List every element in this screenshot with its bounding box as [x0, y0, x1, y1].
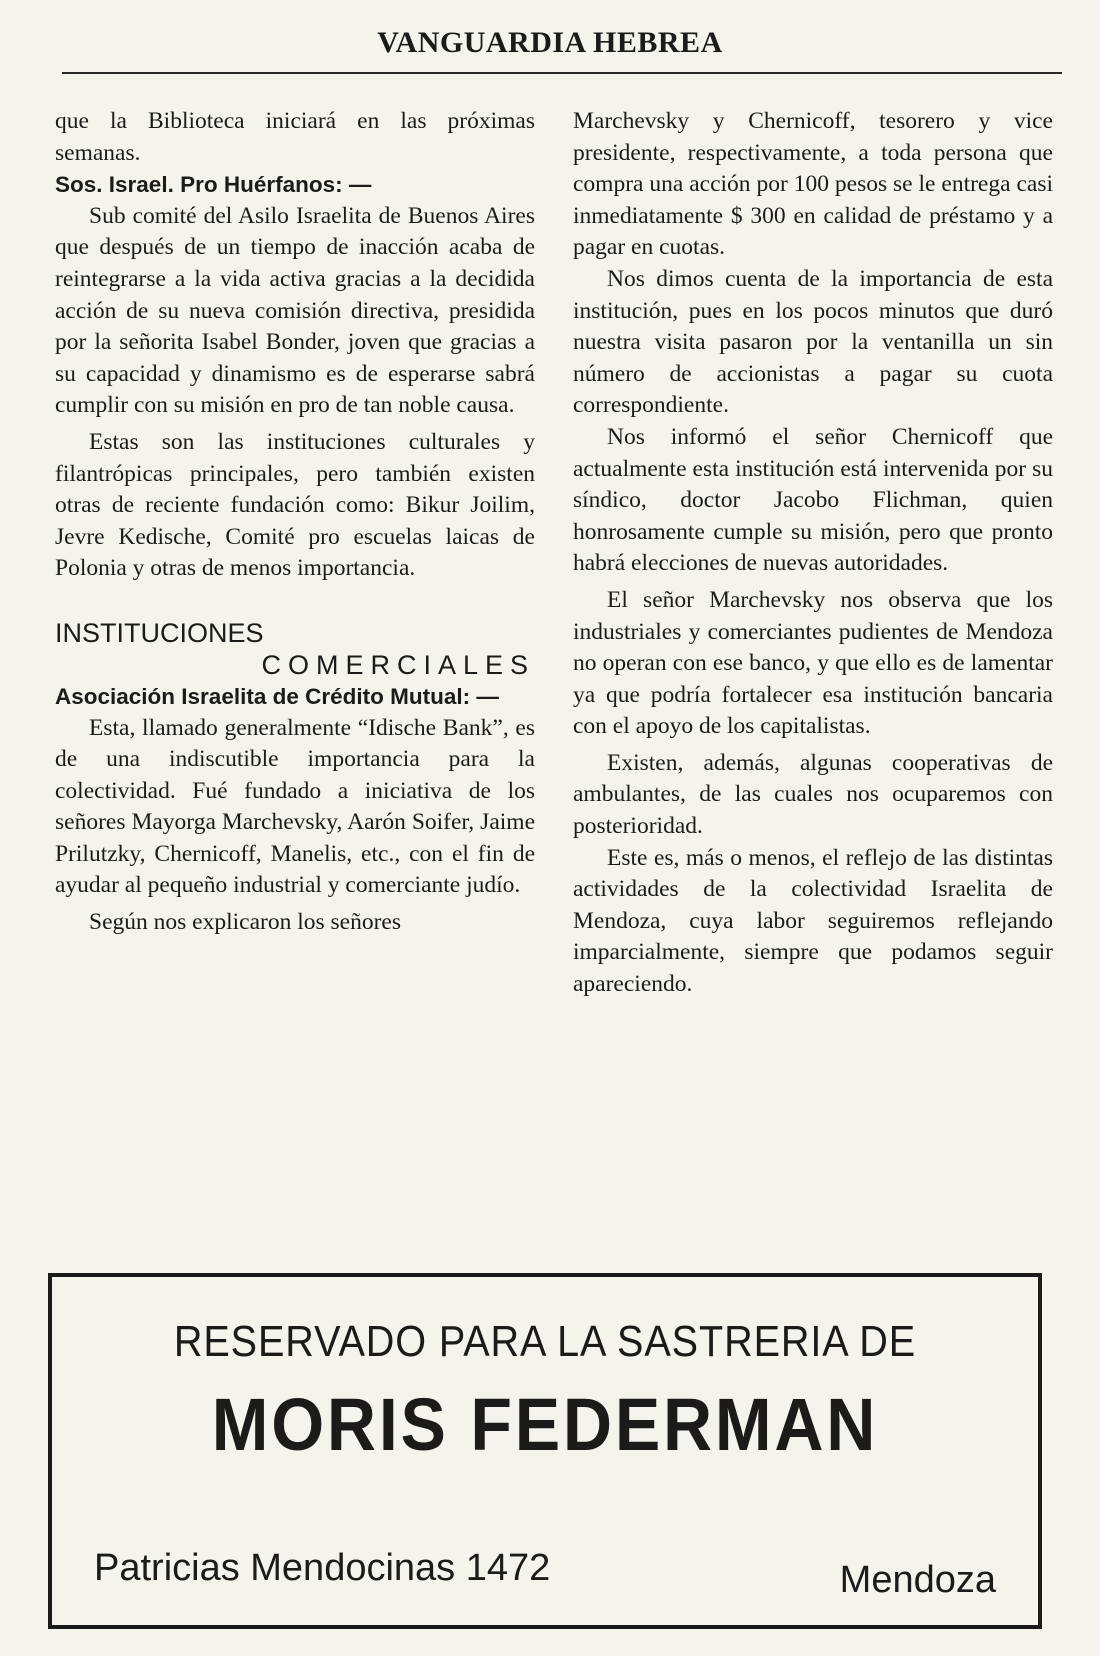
paragraph-accion: Marchevsky y Chernicoff, tesorero y vice presidente, respectivamente, a toda persona que compra una acción por 100 pesos se le entrega casi inmediatamente $ 300 en calidad de préstamo y a pagar en cuotas.: [573, 108, 1053, 261]
left-column: [55, 106, 535, 939]
paragraph-chernicoff: Nos informó el señor Chernicoff que actualmente esta institución está intervenida por su síndico, doctor Jacobo Flichman, quien honrosamente cumple su misión, pero que pronto habrá elecciones de nuevas autoridades.: [573, 423, 1053, 577]
paragraph-idische-bank: Esta, llamado generalmente “Idische Bank”, es de una indiscutible importancia para la colectividad. Fué fundado a iniciativa de los señores Mayorga Marchevsky, Aarón Soifer, Jaime Prilutzky, Chernicoff, Manelis, etc., con el fin de ayudar al pequeño industrial y comerciante judío.: [55, 714, 535, 899]
ad-reserved-line: RESERVADO PARA LA SASTRERIA DE: [173, 1317, 917, 1366]
subhead-pro-huerfanos: Sos. Israel. Pro Huérfanos: —: [55, 172, 372, 198]
paragraph-asilo: Sub comité del Asilo Israelita de Buenos Aires que después de un tiempo de inacción acaba de reintegrarse a la vida activa gracias a la decidida acción de su nueva comisión directiva, presidida por la señorita Isabel Bonder, joven que gracias a su capacidad y dinamismo es de esperarse sabrá cumplir con su misión en pro de tan noble causa.: [55, 202, 535, 419]
paragraph-importancia: Nos dimos cuenta de la importancia de esta institución, pues en los pocos minutos que duró nuestra visita pasaron por la ventanilla un sin número de accionistas a pagar su cuota correspondiente.: [573, 265, 1053, 419]
ad-business-name: MORIS FEDERMAN: [211, 1383, 879, 1466]
paragraph-biblioteca: que la Biblioteca iniciará en las próximas semanas.: [55, 108, 535, 166]
section-title-line2: COMERCIALES: [261, 649, 535, 680]
right-column: [573, 106, 1053, 1001]
ad-address: Patricias Mendocinas 1472: [94, 1547, 551, 1589]
section-title: [55, 617, 535, 681]
running-head: VANGUARDIA HEBREA: [377, 26, 723, 59]
paragraph-cooperativas: Existen, además, algunas cooperativas de ambulantes, de las cuales nos ocuparemos con posterioridad.: [573, 749, 1053, 840]
paragraph-instituciones: Estas son las instituciones culturales y filantrópicas principales, pero también existen otras de reciente fundación como: Bikur Joilim, Jevre Kedische, Comité pro escuelas laicas de Polonia y otras de menos importancia.: [55, 428, 535, 582]
header-rule: [62, 72, 1062, 74]
section-title-line1: INSTITUCIONES: [55, 617, 264, 648]
paragraph-segun: Según nos explicaron los señores: [89, 909, 401, 936]
paragraph-reflejo: Este es, más o menos, el reflejo de las distintas actividades de la colectividad Israelita de Mendoza, cuya labor seguiremos reflejando imparcialmente, siempre que podamos seguir apareciendo.: [573, 844, 1053, 998]
advertisement-box: [48, 1273, 1042, 1629]
subhead-credito-mutual: Asociación Israelita de Crédito Mutual: —: [55, 683, 499, 709]
ad-city: Mendoza: [839, 1559, 996, 1601]
paragraph-marchevsky: El señor Marchevsky nos observa que los industriales y comerciantes pudientes de Mendoza no operan con ese banco, y que ello es de lamentar ya que podría fortalecer esa institución bancaria con el apoyo de los capitalistas.: [573, 586, 1053, 740]
